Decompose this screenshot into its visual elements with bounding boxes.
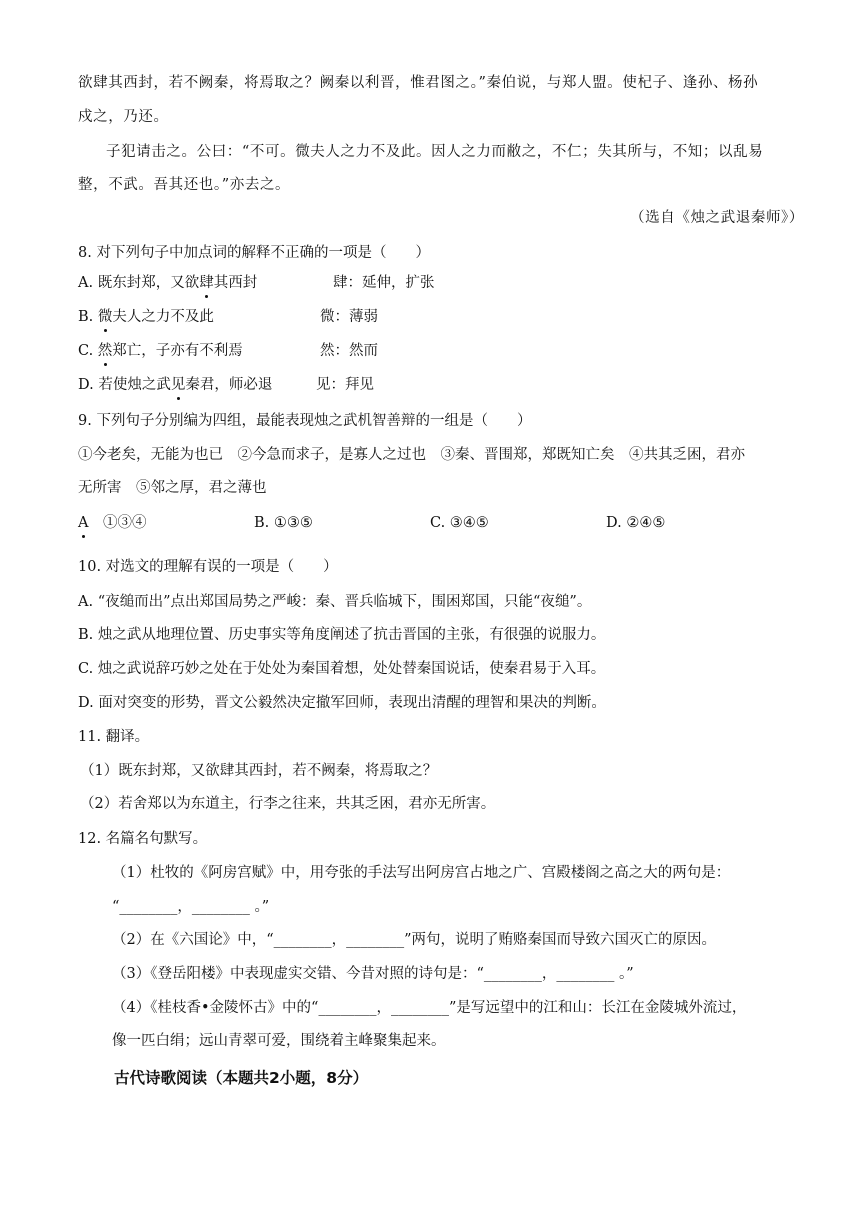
q9-items-line-1: ①今老矣，无能为也已 ②今急而求子，是寡人之过也 ③秦、晋围郑，郑既知亡矣 ④共其乏困，君亦 bbox=[78, 447, 745, 463]
q9-option-b: B. ①③⑤ bbox=[254, 515, 313, 531]
q8-option-d: D. 若使烛之武见秦君，师必退 bbox=[78, 377, 273, 393]
dotted-char: 见 bbox=[170, 377, 186, 393]
q9-items-line-2: 无所害 ⑤邻之厚，君之薄也 bbox=[78, 480, 267, 496]
dotted-char: 微 bbox=[97, 309, 113, 325]
q9-option-a: A ①③④ bbox=[78, 515, 147, 531]
q9-option-c: C. ③④⑤ bbox=[430, 515, 489, 531]
q12-item-4: （4）《桂枝香•金陵怀古》中的“________，________”是写远望中的江和山：长江在金陵城外流过， bbox=[112, 1000, 747, 1016]
passage-source: （选自《烛之武退秦师》） bbox=[630, 210, 804, 226]
q8-stem: 8. 对下列句子中加点词的解释不正确的一项是（ ） bbox=[78, 245, 430, 261]
q9-option-d: D. ②④⑤ bbox=[606, 515, 666, 531]
passage-line-1: 欲肆其西封，若不阙秦，将焉取之？阙秦以利晋，惟君图之。”秦伯说，与郑人盟。使杞子、逢孙、杨孙 bbox=[78, 75, 759, 91]
q12-stem: 12. 名篇名句默写。 bbox=[78, 831, 208, 847]
passage-line-3: 子犯请击之。公曰：“不可。微夫人之力不及此。因人之力而敝之，不仁；失其所与，不知；以乱易 bbox=[106, 144, 764, 160]
passage-line-2: 戍之，乃还。 bbox=[78, 109, 169, 125]
dotted-char: 然 bbox=[97, 343, 113, 359]
section-heading: 古代诗歌阅读（本题共2小题，8分） bbox=[114, 1069, 369, 1087]
dotted-char: 肆 bbox=[199, 275, 214, 291]
q12-item-2: （2）在《六国论》中，“________，________”两句，说明了贿赂秦国而导致六国灭亡的原因。 bbox=[112, 932, 717, 948]
q10-option-c: C. 烛之武说辞巧妙之处在于处处为秦国着想，处处替秦国说话，使秦君易于入耳。 bbox=[78, 661, 606, 677]
q10-option-b: B. 烛之武从地理位置、历史事实等角度阐述了抗击晋国的主张，有很强的说服力。 bbox=[78, 627, 606, 643]
q12-item-1-blanks: “________，________ 。” bbox=[112, 899, 270, 915]
q10-stem: 10. 对选文的理解有误的一项是（ ） bbox=[78, 559, 338, 575]
q12-item-4-cont: 像一匹白绢；远山青翠可爱，围绕着主峰聚集起来。 bbox=[112, 1033, 446, 1049]
q8-option-b: B. 微夫人之力不及此 bbox=[78, 309, 214, 325]
dotted-char: A bbox=[78, 515, 89, 531]
q8-gloss-b: 微：薄弱 bbox=[320, 309, 378, 325]
q8-gloss-c: 然：然而 bbox=[320, 343, 378, 359]
q12-item-3: （3）《登岳阳楼》中表现虚实交错、今昔对照的诗句是：“________，________ 。” bbox=[112, 966, 634, 982]
q9-stem: 9. 下列句子分别编为四组，最能表现烛之武机智善辩的一组是（ ） bbox=[78, 413, 532, 429]
q11-sentence-2: （2）若舍郑以为东道主，行李之往来，共其乏困，君亦无所害。 bbox=[80, 796, 496, 812]
q8-gloss-d: 见：拜见 bbox=[316, 377, 374, 393]
q11-stem: 11. 翻译。 bbox=[78, 729, 150, 745]
q8-gloss-a: 肆：延伸，扩张 bbox=[333, 275, 435, 291]
q8-option-a: A. 既东封郑，又欲肆其西封 bbox=[78, 275, 258, 291]
q12-item-1: （1）杜牧的《阿房宫赋》中，用夸张的手法写出阿房宫占地之广、宫殿楼阁之高之大的两句是： bbox=[112, 865, 731, 881]
q10-option-a: A. “夜缒而出”点出郑国局势之严峻：秦、晋兵临城下，围困郑国，只能“夜缒”。 bbox=[78, 594, 592, 610]
q11-sentence-1: （1）既东封郑，又欲肆其西封，若不阙秦，将焉取之？ bbox=[80, 763, 438, 779]
q8-option-c: C. 然郑亡，子亦有不利焉 bbox=[78, 343, 243, 359]
passage-line-4: 整，不武。吾其还也。”亦去之。 bbox=[78, 177, 291, 193]
q10-option-d: D. 面对突变的形势，晋文公毅然决定撤军回师，表现出清醒的理智和果决的判断。 bbox=[78, 695, 606, 711]
